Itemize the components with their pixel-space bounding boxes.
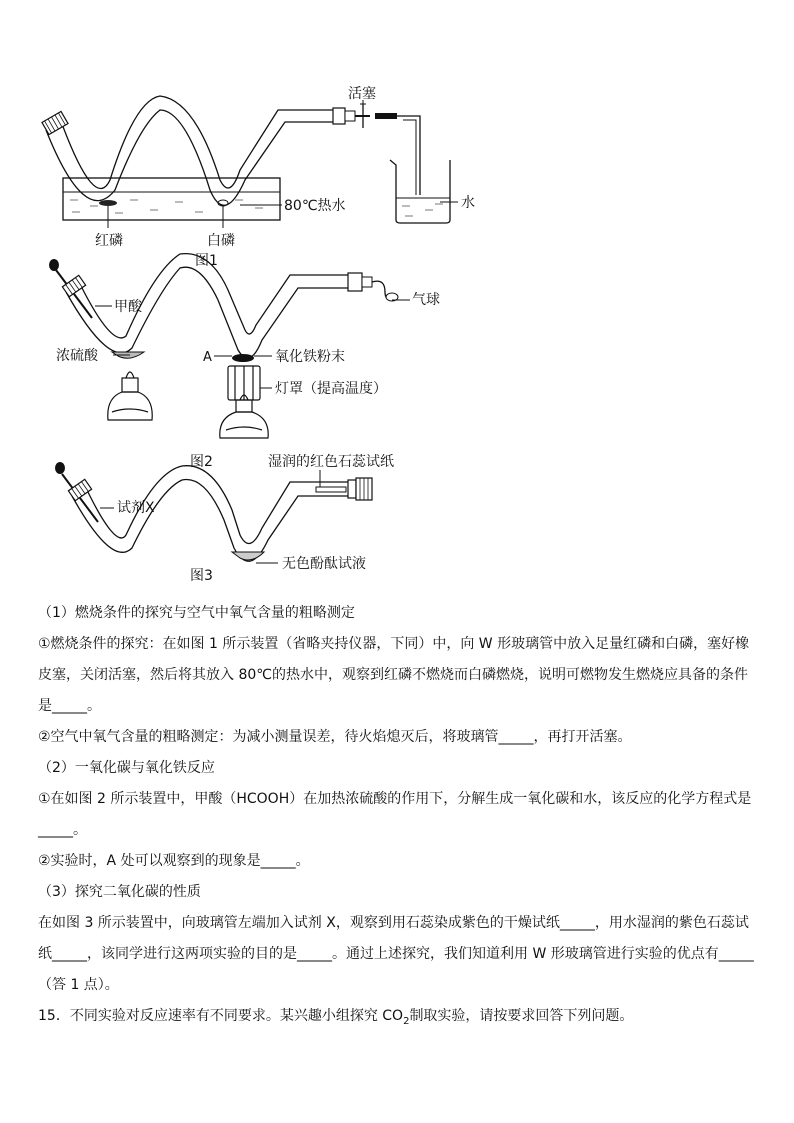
figure-3-caption: 图3 bbox=[190, 568, 213, 584]
sulfuric-acid-label: 浓硫酸 bbox=[56, 348, 98, 364]
iron-oxide-powder bbox=[232, 354, 254, 362]
balloon-label: 气球 bbox=[412, 292, 440, 308]
figure-1 bbox=[42, 86, 475, 269]
white-phosphorus-label: 白磷 bbox=[207, 233, 235, 249]
red-phosphorus-label: 红磷 bbox=[95, 233, 123, 249]
section-3-heading: （3）探究二氧化碳的性质 bbox=[38, 884, 201, 900]
figure-1-caption: 图1 bbox=[195, 253, 218, 269]
w-glass-tube-3 bbox=[72, 466, 350, 562]
figure-2-caption: 图2 bbox=[190, 454, 213, 470]
question-15 bbox=[38, 1001, 760, 1037]
valve-assembly bbox=[333, 104, 420, 195]
lamp-cover-label: 灯罩（提高温度） bbox=[275, 381, 387, 397]
hot-water-trough bbox=[63, 178, 280, 220]
w-glass-tube-1 bbox=[46, 96, 345, 205]
question-15-subscript: 2 bbox=[403, 1015, 410, 1027]
formic-acid-label: 甲酸 bbox=[114, 299, 142, 315]
section-1-question-2: ②空气中氧气含量的粗略测定：为减小测量误差，待火焰熄灭后，将玻璃管_____，再打开活塞。 bbox=[38, 729, 632, 745]
figure-2 bbox=[49, 254, 440, 470]
figure-3 bbox=[55, 453, 394, 584]
water-label: 水 bbox=[461, 195, 475, 211]
reagent-x-label: 试剂X bbox=[117, 500, 155, 516]
litmus-paper-strip bbox=[316, 487, 346, 492]
phenolphthalein-label: 无色酚酞试液 bbox=[282, 556, 366, 572]
red-phosphorus bbox=[99, 200, 117, 206]
section-1-question-1: ①燃烧条件的探究：在如图 1 所示装置（省略夹持仪器，下同）中，向 W 形玻璃管中放入足量红磷和白磷，塞好橡皮塞，关闭活塞，然后将其放入 80℃的热水中，观察到红磷不燃烧而白磷燃烧，说明可燃物发生燃烧应具备的条件是_____。 bbox=[38, 636, 750, 714]
question-15-suffix: 制取实验，请按要求回答下列问题。 bbox=[409, 1008, 634, 1024]
section-2-question-1: ①在如图 2 所示装置中，甲酸（HCOOH）在加热浓硫酸的作用下，分解生成一氧化碳和水，该反应的化学方程式是_____。 bbox=[38, 791, 752, 838]
rubber-stopper-2 bbox=[62, 275, 85, 296]
question-text bbox=[38, 598, 760, 1037]
point-a-label: A bbox=[203, 350, 212, 365]
alcohol-lamp-2 bbox=[220, 366, 268, 438]
rubber-stopper-3-right bbox=[348, 478, 372, 500]
valve-label: 活塞 bbox=[348, 86, 376, 102]
phenolphthalein-solution bbox=[232, 552, 264, 560]
question-15-prefix: 15．不同实验对反应速率有不同要求。某兴趣小组探究 CO bbox=[38, 1008, 404, 1024]
section-1-heading: （1）燃烧条件的探究与空气中氧气含量的粗略测定 bbox=[38, 605, 355, 621]
iron-oxide-label: 氧化铁粉末 bbox=[275, 349, 345, 365]
balloon-assembly bbox=[348, 273, 398, 301]
section-2-heading: （2）一氧化碳与氧化铁反应 bbox=[38, 760, 215, 776]
section-3-body: 在如图 3 所示装置中，向玻璃管左端加入试剂 X，观察到用石蕊染成紫色的干燥试纸_____，用水湿润的紫色石蕊试纸_____，该同学进行这两项实验的目的是_____。通过上述探究，我们知道利用 W 形玻璃管进行实验的优点有_____（答 1 点）。 bbox=[38, 915, 754, 993]
rubber-stopper-3 bbox=[68, 479, 91, 500]
alcohol-lamp-1 bbox=[108, 372, 152, 420]
hot-water-label: 80℃热水 bbox=[284, 198, 346, 214]
section-2-question-2: ②实验时，A 处可以观察到的现象是_____。 bbox=[38, 853, 310, 869]
litmus-paper-label: 湿润的红色石蕊试纸 bbox=[268, 454, 394, 470]
